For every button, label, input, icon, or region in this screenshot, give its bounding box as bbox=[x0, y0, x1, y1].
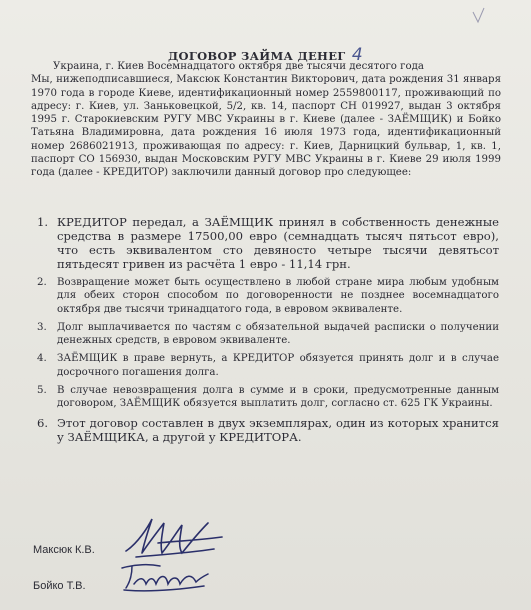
clause-item bbox=[37, 276, 499, 316]
intro-parties: Мы, нижеподписавшиеся, Максюк Константин Викторович, дата рождения 31 января 1970 года в городе Киеве, идентификационный номер 2559800117, проживающий по адресу: г. Киев, ул. Заньковецкой, 5/2, кв. 14, паспорт СН 019927, выдан 3 октября 1995 г. Старокиевским РУГУ МВС Украины в г. Киеве (далее - ЗАЁМЩИК) и Бойко Татьяна Владимировна, дата рождения 16 июля 1973 года, идентификационный номер 2686021913, проживающая по адресу: г. Киев, Дарницкий бульвар, 1, кв. 1, паспорт СО 156930, выдан Московским РУГУ МВС Украины в г. Киеве 29 июля 1999 года (далее - КРЕДИТОР) заключили данный договор про следующее: bbox=[31, 74, 501, 179]
check-mark bbox=[469, 6, 489, 26]
intro-place-date: Украина, г. Киев Восемнадцатого октября две тысячи десятого года bbox=[53, 61, 424, 72]
handwritten-number: 4 bbox=[351, 45, 363, 65]
clause-text: В случае невозвращения долга в сумме и в сроки, предусмотренные данным договором, ЗАЁМЩИК обязуется выплатить долг, согласно ст. 625 ГК Украины. bbox=[57, 385, 499, 410]
clause-item bbox=[37, 352, 499, 379]
clause-number: 6. bbox=[37, 415, 49, 430]
clause-text: КРЕДИТОР передал, а ЗАЁМЩИК принял в собственность денежные средства в размере 17500,00 евро (семнадцать тысяч пятьсот евро), что есть эквивалентом сто девяносто четыре тысячи девятьсот пятьдесят гривен из расчёта 1 евро - 11,14 грн. bbox=[57, 215, 499, 271]
clause-text: Долг выплачивается по частям с обязательной выдачей расписки о получении денежных средств, в евровом эквиваленте. bbox=[57, 321, 499, 347]
borrower-signature-line bbox=[33, 538, 95, 557]
clause-number: 1. bbox=[37, 215, 49, 229]
clause-item bbox=[37, 215, 499, 271]
clause-number: 5. bbox=[37, 385, 47, 397]
lender-name: Бойко Т.В. bbox=[33, 580, 86, 592]
title-text: ДОГОВОР ЗАЙМА ДЕНЕГ bbox=[168, 49, 346, 63]
clauses-list bbox=[37, 215, 499, 449]
intro-section bbox=[31, 60, 501, 180]
clause-number: 2. bbox=[37, 277, 47, 288]
clause-item bbox=[37, 416, 499, 444]
clause-text: Этот договор составлен в двух экземплярах, один из которых хранится у ЗАЁМЩИКА, а другой у КРЕДИТОРА. bbox=[57, 415, 499, 444]
clause-text: ЗАЁМЩИК в праве вернуть, а КРЕДИТОР обязуется принять долг и в случае досрочного погашения долга. bbox=[57, 353, 499, 378]
clause-number: 3. bbox=[37, 321, 47, 333]
clause-item bbox=[37, 321, 499, 348]
lender-signature bbox=[116, 556, 211, 596]
clause-text: Возвращение может быть осуществлено в любой стране мира любым удобным для обеих сторон способом по договоренности не позднее восемнадцатого октября две тысячи тринадцатого года, в евровом эквиваленте. bbox=[57, 277, 499, 315]
lender-signature-line bbox=[33, 574, 86, 593]
clause-item bbox=[37, 384, 499, 411]
borrower-name: Максюк К.В. bbox=[33, 544, 95, 556]
clause-number: 4. bbox=[37, 353, 47, 365]
